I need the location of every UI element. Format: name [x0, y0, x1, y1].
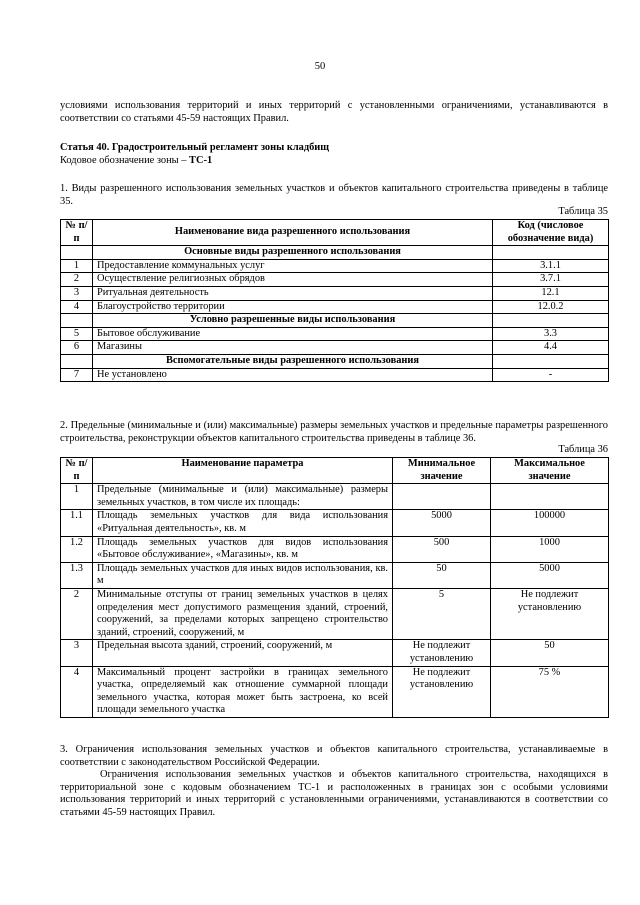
zone-code: ТС-1 — [189, 154, 213, 166]
row-use-name: Благоустройство территории — [93, 300, 493, 314]
row-use-name: Не установлено — [93, 368, 493, 382]
param-min-value: Не подлежит установлению — [393, 640, 491, 666]
section-spacer — [493, 314, 609, 328]
table-row — [61, 341, 609, 355]
section-spacer — [61, 314, 93, 328]
section-spacer — [493, 246, 609, 260]
row-number: 1 — [61, 259, 93, 273]
param-number: 1.2 — [61, 536, 93, 562]
section-spacer — [61, 354, 93, 368]
t36-header-min: Минимальное значение — [393, 458, 491, 484]
param-max-value: 1000 — [491, 536, 609, 562]
table-row — [61, 588, 609, 639]
param-name: Площадь земельных участков для иных видов использования, кв. м — [93, 562, 393, 588]
param-min-value: Не подлежит установлению — [393, 666, 491, 717]
param-min-value: 5000 — [393, 510, 491, 536]
point-3-paragraph: 3. Ограничения использования земельных участков и объектов капитального строительства, устанавливаемые в соответствии с законодательством Российской Федерации. — [60, 744, 608, 768]
param-number: 4 — [61, 666, 93, 717]
param-number: 1.1 — [61, 510, 93, 536]
page-number: 50 — [314, 61, 326, 72]
param-max-value: 50 — [491, 640, 609, 666]
table-row — [61, 300, 609, 314]
section-row — [61, 314, 609, 328]
row-use-name: Бытовое обслуживание — [93, 327, 493, 341]
param-number: 3 — [61, 640, 93, 666]
row-use-code: 12.1 — [493, 286, 609, 300]
row-use-code: 4.4 — [493, 341, 609, 355]
t35-header-code: Код (числовое обозначение вида) — [493, 220, 609, 246]
table-row — [61, 327, 609, 341]
param-name: Предельная высота зданий, строений, сооружений, м — [93, 640, 393, 666]
param-name: Площадь земельных участков для видов использования «Бытовое обслуживание», «Магазины», кв. м — [93, 536, 393, 562]
table36-caption: Таблица 36 — [558, 444, 608, 455]
row-use-name: Ритуальная деятельность — [93, 286, 493, 300]
table-row — [61, 640, 609, 666]
point-1-paragraph: 1. Виды разрешенного использования земельных участков и объектов капитального строительства приведены в таблице 35. — [60, 183, 608, 207]
row-use-name: Магазины — [93, 341, 493, 355]
section-row — [61, 246, 609, 260]
table-36 — [60, 457, 609, 718]
param-name: Площадь земельных участков для вида использования «Ритуальная деятельность», кв. м — [93, 510, 393, 536]
table-35 — [60, 219, 609, 382]
row-number: 7 — [61, 368, 93, 382]
row-number: 4 — [61, 300, 93, 314]
row-number: 3 — [61, 286, 93, 300]
param-number: 2 — [61, 588, 93, 639]
article-heading — [60, 142, 608, 167]
table-row — [61, 562, 609, 588]
intro-paragraph: условиями использования территорий и иных территорий с установленными ограничениями, устанавливаются в соответствии со статьями 45-59 настоящих Правил. — [60, 100, 608, 124]
row-use-name: Предоставление коммунальных услуг — [93, 259, 493, 273]
section-title: Вспомогательные виды разрешенного использования — [93, 354, 493, 368]
section-row — [61, 354, 609, 368]
row-use-code: 12.0.2 — [493, 300, 609, 314]
param-number: 1 — [61, 484, 93, 510]
table-row — [61, 536, 609, 562]
row-number: 5 — [61, 327, 93, 341]
param-max-value — [491, 484, 609, 510]
point-2-paragraph: 2. Предельные (минимальные и (или) максимальные) размеры земельных участков и предельные параметры разрешенного строительства, реконструкции объектов капитального строительства приведены в таблице 36. — [60, 420, 608, 444]
param-min-value: 500 — [393, 536, 491, 562]
table-row — [61, 666, 609, 717]
param-min-value — [393, 484, 491, 510]
point-3-restrictions-paragraph: Ограничения использования земельных участков и объектов капитального строительства, находящихся в территориальной зоне с кодовым обозначением ТС-1 и расположенных в границах зон с особыми условиями использования территорий и иных территорий с установленными ограничениями, устанавливаются в соответствии со статьями 45-59 настоящих Правил. — [60, 769, 608, 818]
param-name: Минимальные отступы от границ земельных участков в целях определения мест допустимого размещения зданий, строений, сооружений, за пределами которых запрещено строительство зданий, строений, сооружений, м — [93, 588, 393, 639]
param-number: 1.3 — [61, 562, 93, 588]
param-max-value: 5000 — [491, 562, 609, 588]
param-name: Максимальный процент застройки в границах земельного участка, определяемый как отношение суммарной площади земельного участка, которая может быть застроена, ко всей площади земельного участка — [93, 666, 393, 717]
row-use-code: 3.7.1 — [493, 273, 609, 287]
param-name: Предельные (минимальные и (или) максимальные) размеры земельных участков, в том числе их площадь: — [93, 484, 393, 510]
row-use-code: 3.3 — [493, 327, 609, 341]
table-row — [61, 484, 609, 510]
table-row — [61, 259, 609, 273]
section-spacer — [61, 246, 93, 260]
section-title: Условно разрешенные виды использования — [93, 314, 493, 328]
section-title: Основные виды разрешенного использования — [93, 246, 493, 260]
param-max-value: 75 % — [491, 666, 609, 717]
zone-code-line — [60, 155, 608, 168]
row-use-code: 3.1.1 — [493, 259, 609, 273]
zone-code-prefix: Кодовое обозначение зоны – — [60, 154, 190, 166]
row-number: 6 — [61, 341, 93, 355]
table-row — [61, 510, 609, 536]
row-number: 2 — [61, 273, 93, 287]
article-title: Статья 40. Градостроительный регламент зоны кладбищ — [60, 142, 330, 153]
row-use-name: Осуществление религиозных обрядов — [93, 273, 493, 287]
table-row — [61, 286, 609, 300]
param-max-value: Не подлежит установлению — [491, 588, 609, 639]
section-spacer — [493, 354, 609, 368]
t36-header-num: № п/п — [61, 458, 93, 484]
t36-header-max: Максимальное значение — [491, 458, 609, 484]
row-use-code: - — [493, 368, 609, 382]
t35-header-name: Наименование вида разрешенного использования — [93, 220, 493, 246]
table35-caption: Таблица 35 — [558, 206, 608, 217]
param-min-value: 5 — [393, 588, 491, 639]
table-row — [61, 368, 609, 382]
table-row — [61, 273, 609, 287]
t35-header-num: № п/п — [61, 220, 93, 246]
t36-header-name: Наименование параметра — [93, 458, 393, 484]
param-min-value: 50 — [393, 562, 491, 588]
param-max-value: 100000 — [491, 510, 609, 536]
